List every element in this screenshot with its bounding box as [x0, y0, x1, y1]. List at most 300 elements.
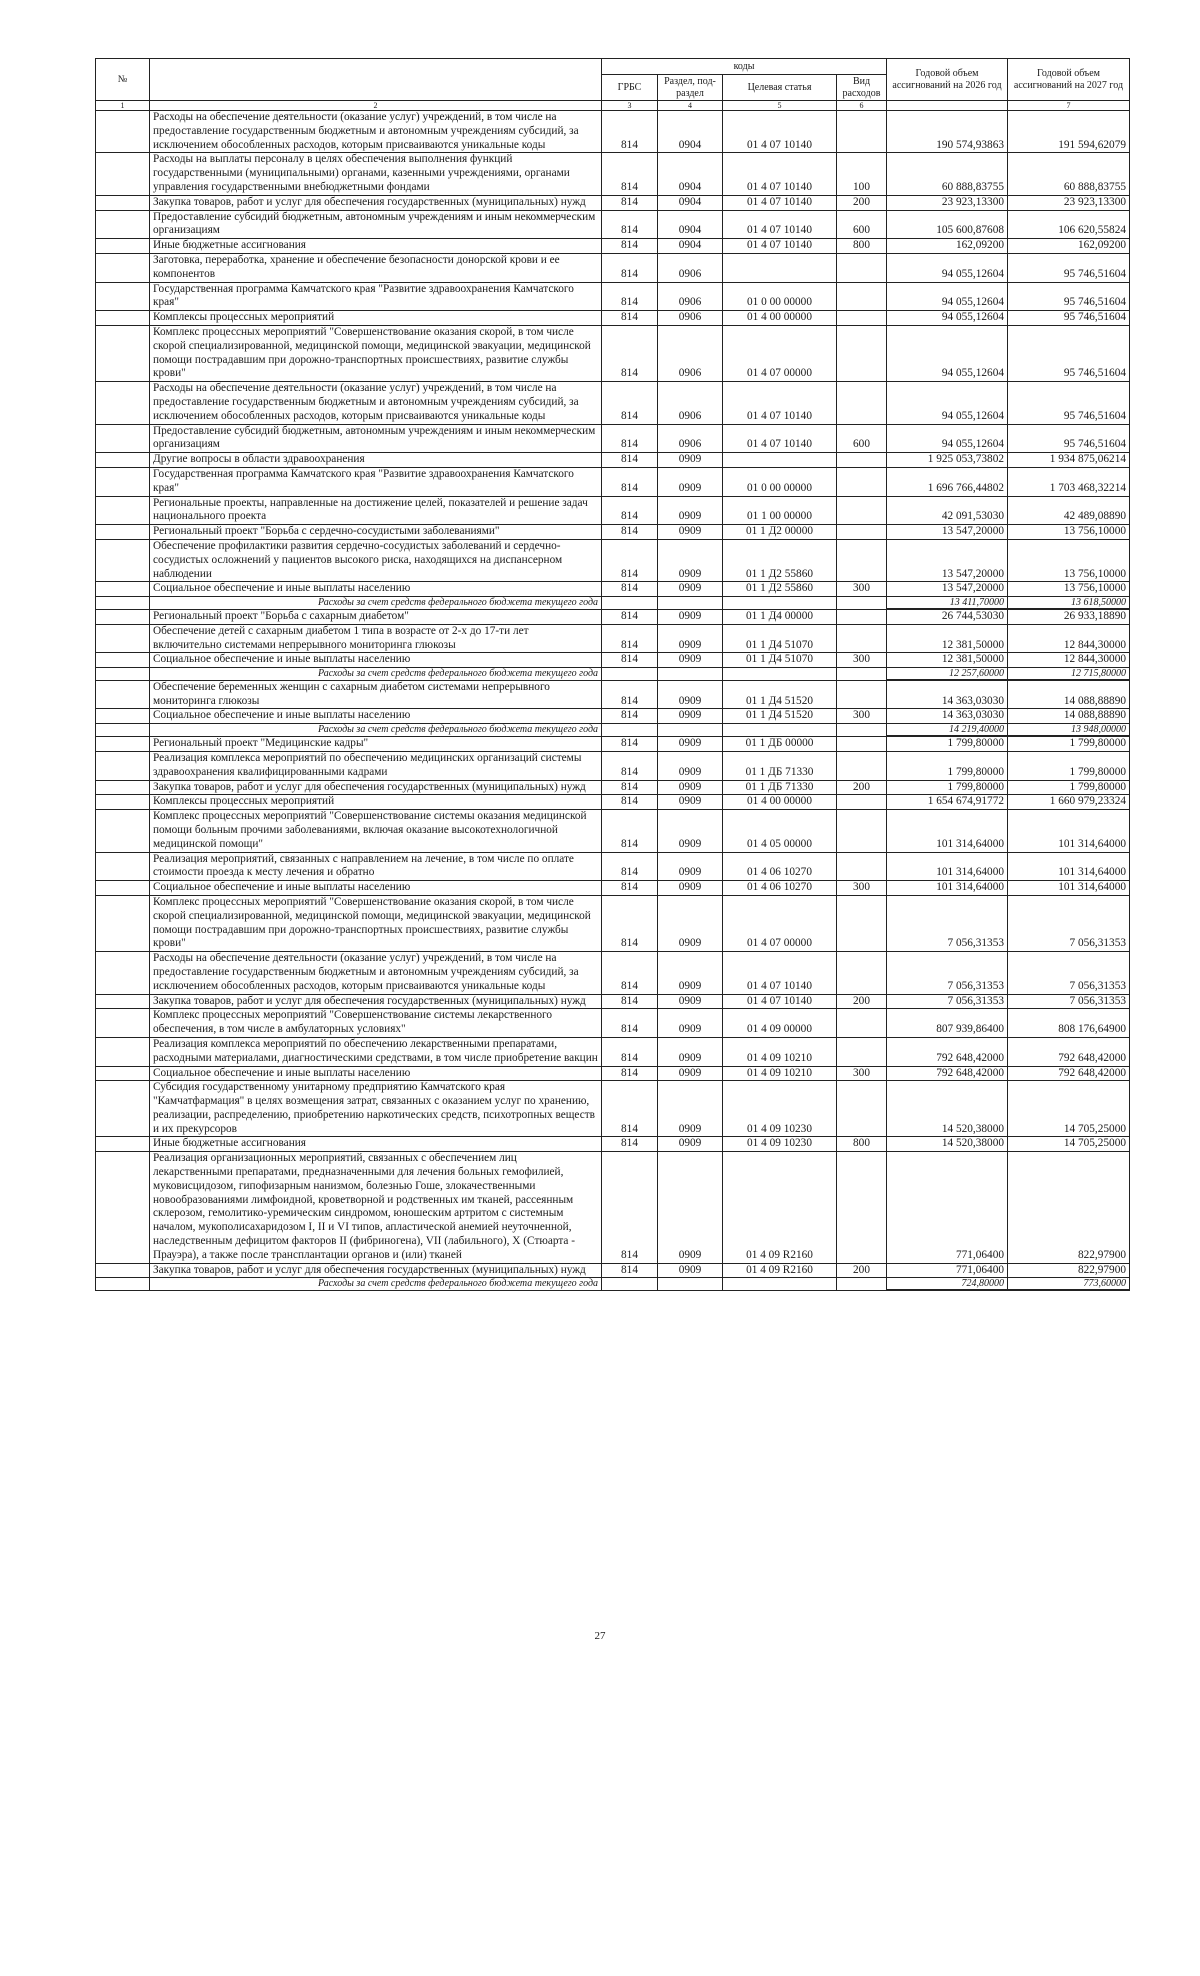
- num-cell: [96, 582, 150, 597]
- num-cell: [96, 609, 150, 624]
- target-cell: 01 4 09 10230: [723, 1081, 837, 1137]
- table-row: [96, 952, 1130, 994]
- table-row: [96, 382, 1130, 424]
- exptype-cell: 200: [837, 994, 887, 1009]
- table-row: [96, 325, 1130, 381]
- num-cell: [96, 709, 150, 724]
- num-cell: [96, 1037, 150, 1066]
- table-row: [96, 895, 1130, 951]
- table-row: [96, 609, 1130, 624]
- grbs-cell: [602, 597, 658, 610]
- amount-2026: 12 257,60000: [887, 668, 1008, 681]
- table-row: [96, 539, 1130, 581]
- amount-2026: 792 648,42000: [887, 1066, 1008, 1081]
- target-cell: 01 4 07 10140: [723, 153, 837, 195]
- amount-2026: 42 091,53030: [887, 496, 1008, 525]
- amount-2027: 26 933,18890: [1008, 609, 1130, 624]
- row-name: Иные бюджетные ассигнования: [150, 239, 602, 254]
- target-cell: 01 4 00 00000: [723, 795, 837, 810]
- target-cell: [723, 668, 837, 681]
- num-cell: [96, 653, 150, 668]
- section-cell: 0909: [658, 709, 723, 724]
- num-cell: [96, 282, 150, 311]
- target-cell: 01 0 00 00000: [723, 282, 837, 311]
- section-cell: 0909: [658, 994, 723, 1009]
- section-cell: 0909: [658, 810, 723, 852]
- target-cell: 01 1 00 00000: [723, 496, 837, 525]
- exptype-cell: [837, 1081, 887, 1137]
- row-name: Расходы за счет средств федерального бюджета текущего года: [150, 724, 602, 737]
- target-cell: 01 4 07 10140: [723, 195, 837, 210]
- num-cell: [96, 195, 150, 210]
- section-cell: 0909: [658, 751, 723, 780]
- table-row: [96, 780, 1130, 795]
- target-cell: 01 4 06 10270: [723, 881, 837, 896]
- grbs-cell: 814: [602, 1066, 658, 1081]
- row-name: Комплекс процессных мероприятий "Совершенствование системы лекарственного обеспечения, в том числе в амбулаторных условиях": [150, 1009, 602, 1038]
- num-cell: [96, 952, 150, 994]
- row-name: Обеспечение детей с сахарным диабетом 1 типа в возрасте от 2-х до 17-ти лет включительно системами непрерывного мониторинга глюкозы: [150, 624, 602, 653]
- target-cell: 01 4 07 10140: [723, 210, 837, 239]
- row-name: Расходы на обеспечение деятельности (оказание услуг) учреждений, в том числе на предоставление государственным бюджетным и автономным учреждениям субсидий, за исключением обособленных расходов, которым присваиваются уникальные коды: [150, 111, 602, 153]
- num-cell: [96, 153, 150, 195]
- amount-2027: 13 756,10000: [1008, 582, 1130, 597]
- federal-note-row: [96, 1278, 1130, 1291]
- grbs-cell: 814: [602, 653, 658, 668]
- amount-2027: 106 620,55824: [1008, 210, 1130, 239]
- row-name: Региональный проект "Борьба с сахарным диабетом": [150, 609, 602, 624]
- amount-2026: 14 363,03030: [887, 709, 1008, 724]
- row-name: Расходы на обеспечение деятельности (оказание услуг) учреждений, в том числе на предоставление государственным бюджетным и автономным учреждениям субсидий, за исключением обособленных расходов, которым присваиваются уникальные коды: [150, 952, 602, 994]
- budget-page: [95, 58, 1129, 1291]
- amount-2027: 14 705,25000: [1008, 1081, 1130, 1137]
- row-name: Расходы за счет средств федерального бюджета текущего года: [150, 597, 602, 610]
- row-name: Социальное обеспечение и иные выплаты населению: [150, 653, 602, 668]
- num-cell: [96, 424, 150, 453]
- grbs-cell: 814: [602, 311, 658, 326]
- federal-note-row: [96, 724, 1130, 737]
- grbs-cell: [602, 724, 658, 737]
- table-row: [96, 282, 1130, 311]
- section-cell: 0909: [658, 525, 723, 540]
- table-row: [96, 424, 1130, 453]
- num-cell: [96, 795, 150, 810]
- exptype-cell: [837, 282, 887, 311]
- target-cell: 01 1 Д4 51070: [723, 653, 837, 668]
- row-name: Региональный проект "Борьба с сердечно-сосудистыми заболеваниями": [150, 525, 602, 540]
- amount-2026: 1 696 766,44802: [887, 467, 1008, 496]
- amount-2027: 1 799,80000: [1008, 736, 1130, 751]
- section-cell: 0904: [658, 153, 723, 195]
- header-exptype: Вид расходов: [837, 75, 887, 101]
- target-cell: 01 4 07 00000: [723, 895, 837, 951]
- row-name: Расходы на обеспечение деятельности (оказание услуг) учреждений, в том числе на предоставление государственным бюджетным и автономным учреждениям субсидий, за исключением обособленных расходов, которым присваиваются уникальные коды: [150, 382, 602, 424]
- exptype-cell: 300: [837, 653, 887, 668]
- row-name: Обеспечение профилактики развития сердечно-сосудистых заболеваний и сердечно-сосудистых осложнений у пациентов высокого риска, находящихся на диспансерном наблюдении: [150, 539, 602, 581]
- amount-2027: 14 705,25000: [1008, 1137, 1130, 1152]
- table-row: [96, 1081, 1130, 1137]
- target-cell: 01 1 ДБ 71330: [723, 751, 837, 780]
- target-cell: 01 0 00 00000: [723, 467, 837, 496]
- num-cell: [96, 1263, 150, 1278]
- row-name: Государственная программа Камчатского края "Развитие здравоохранения Камчатского края": [150, 282, 602, 311]
- section-cell: 0909: [658, 1037, 723, 1066]
- exptype-cell: [837, 1037, 887, 1066]
- grbs-cell: 814: [602, 582, 658, 597]
- target-cell: 01 4 07 10140: [723, 952, 837, 994]
- grbs-cell: 814: [602, 496, 658, 525]
- num-cell: [96, 1081, 150, 1137]
- amount-2026: 94 055,12604: [887, 424, 1008, 453]
- amount-2027: 95 746,51604: [1008, 382, 1130, 424]
- num-cell: [96, 1278, 150, 1291]
- colnum: 2: [150, 101, 602, 111]
- amount-2027: 95 746,51604: [1008, 253, 1130, 282]
- amount-2026: 807 939,86400: [887, 1009, 1008, 1038]
- exptype-cell: 600: [837, 210, 887, 239]
- amount-2027: 792 648,42000: [1008, 1037, 1130, 1066]
- table-row: [96, 881, 1130, 896]
- amount-2026: 7 056,31353: [887, 952, 1008, 994]
- exptype-cell: [837, 1278, 887, 1291]
- amount-2027: 12 844,30000: [1008, 624, 1130, 653]
- section-cell: 0909: [658, 895, 723, 951]
- row-name: Обеспечение беременных женщин с сахарным диабетом системами непрерывного мониторинга глюкозы: [150, 680, 602, 709]
- row-name: Социальное обеспечение и иные выплаты населению: [150, 881, 602, 896]
- section-cell: 0909: [658, 453, 723, 468]
- amount-2026: 7 056,31353: [887, 994, 1008, 1009]
- row-name: Реализация комплекса мероприятий по обеспечению медицинских организаций системы здравоохранения квалифицированными кадрами: [150, 751, 602, 780]
- amount-2027: 1 934 875,06214: [1008, 453, 1130, 468]
- amount-2027: 101 314,64000: [1008, 810, 1130, 852]
- header-codes: коды: [602, 59, 887, 75]
- amount-2027: 12 715,80000: [1008, 668, 1130, 681]
- exptype-cell: [837, 325, 887, 381]
- grbs-cell: 814: [602, 680, 658, 709]
- exptype-cell: [837, 382, 887, 424]
- amount-2026: 14 363,03030: [887, 680, 1008, 709]
- amount-2026: 14 520,38000: [887, 1081, 1008, 1137]
- table-body: [96, 111, 1130, 1291]
- target-cell: 01 4 09 R2160: [723, 1263, 837, 1278]
- amount-2027: 14 088,88890: [1008, 680, 1130, 709]
- section-cell: 0909: [658, 952, 723, 994]
- num-cell: [96, 253, 150, 282]
- row-name: Расходы за счет средств федерального бюджета текущего года: [150, 1278, 602, 1291]
- num-cell: [96, 539, 150, 581]
- amount-2026: 26 744,53030: [887, 609, 1008, 624]
- row-name: Закупка товаров, работ и услуг для обеспечения государственных (муниципальных) нужд: [150, 195, 602, 210]
- exptype-cell: [837, 810, 887, 852]
- amount-2026: 101 314,64000: [887, 852, 1008, 881]
- target-cell: 01 4 09 R2160: [723, 1152, 837, 1263]
- exptype-cell: 800: [837, 1137, 887, 1152]
- row-name: Реализация организационных мероприятий, связанных с обеспечением лиц лекарственными препаратами, предназначенными для лечения больных гемофилией, муковисцидозом, гипофизарным нанизмом, болезнью Гоше, злокачественными новообразованиями лимфоидной, кроветворной и родственных им тканей, рассеянным склерозом, гемолитико-уремическим синдромом, юношеским артритом с системным началом, мукополисахаридозом I, II и VI типов, апластической анемией неуточненной, наследственным дефицитом факторов II (фибриногена), VII (лабильного), X (Стюарта - Прауэра), а также после трансплантации органов и (или) тканей: [150, 1152, 602, 1263]
- num-cell: [96, 1066, 150, 1081]
- row-name: Предоставление субсидий бюджетным, автономным учреждениям и иным некоммерческим организациям: [150, 210, 602, 239]
- section-cell: 0904: [658, 210, 723, 239]
- grbs-cell: 814: [602, 539, 658, 581]
- exptype-cell: [837, 453, 887, 468]
- section-cell: 0906: [658, 253, 723, 282]
- exptype-cell: [837, 795, 887, 810]
- amount-2026: 14 520,38000: [887, 1137, 1008, 1152]
- table-row: [96, 1137, 1130, 1152]
- exptype-cell: [837, 496, 887, 525]
- num-cell: [96, 597, 150, 610]
- exptype-cell: 200: [837, 195, 887, 210]
- target-cell: 01 4 00 00000: [723, 311, 837, 326]
- colnum: 4: [658, 101, 723, 111]
- header-vol2026: Годовой объем ассигнований на 2026 год: [887, 59, 1008, 101]
- grbs-cell: 814: [602, 453, 658, 468]
- table-row: [96, 153, 1130, 195]
- grbs-cell: 814: [602, 325, 658, 381]
- exptype-cell: 300: [837, 582, 887, 597]
- table-row: [96, 582, 1130, 597]
- amount-2027: 7 056,31353: [1008, 952, 1130, 994]
- amount-2026: 1 799,80000: [887, 751, 1008, 780]
- row-name: Закупка товаров, работ и услуг для обеспечения государственных (муниципальных) нужд: [150, 1263, 602, 1278]
- grbs-cell: 814: [602, 709, 658, 724]
- amount-2027: 7 056,31353: [1008, 994, 1130, 1009]
- section-cell: 0904: [658, 111, 723, 153]
- amount-2027: 42 489,08890: [1008, 496, 1130, 525]
- amount-2027: 23 923,13300: [1008, 195, 1130, 210]
- exptype-cell: [837, 736, 887, 751]
- target-cell: 01 4 07 10140: [723, 239, 837, 254]
- grbs-cell: 814: [602, 952, 658, 994]
- exptype-cell: [837, 609, 887, 624]
- exptype-cell: [837, 895, 887, 951]
- num-cell: [96, 881, 150, 896]
- amount-2026: 13 411,70000: [887, 597, 1008, 610]
- row-name: Социальное обеспечение и иные выплаты населению: [150, 1066, 602, 1081]
- target-cell: [723, 724, 837, 737]
- num-cell: [96, 325, 150, 381]
- table-row: [96, 210, 1130, 239]
- row-name: Комплекс процессных мероприятий "Совершенствование оказания скорой, в том числе скорой специализированной, медицинской помощи, медицинской эвакуации, медицинской помощи пострадавшим при дорожно-транспортных происшествиях, развитие службы крови": [150, 895, 602, 951]
- header-vol2027: Годовой объем ассигнований на 2027 год: [1008, 59, 1130, 101]
- section-cell: 0906: [658, 311, 723, 326]
- grbs-cell: [602, 668, 658, 681]
- grbs-cell: 814: [602, 795, 658, 810]
- amount-2027: 822,97900: [1008, 1152, 1130, 1263]
- header-section: Раздел, под-раздел: [658, 75, 723, 101]
- amount-2027: 95 746,51604: [1008, 282, 1130, 311]
- table-row: [96, 453, 1130, 468]
- table-row: [96, 852, 1130, 881]
- section-cell: 0909: [658, 1152, 723, 1263]
- target-cell: 01 4 05 00000: [723, 810, 837, 852]
- table-row: [96, 1152, 1130, 1263]
- header-name: [150, 59, 602, 101]
- amount-2026: 771,06400: [887, 1263, 1008, 1278]
- amount-2026: 101 314,64000: [887, 881, 1008, 896]
- num-cell: [96, 668, 150, 681]
- row-name: Комплексы процессных мероприятий: [150, 795, 602, 810]
- grbs-cell: 814: [602, 1263, 658, 1278]
- section-cell: 0909: [658, 582, 723, 597]
- num-cell: [96, 895, 150, 951]
- row-name: Заготовка, переработка, хранение и обеспечение безопасности донорской крови и ее компонентов: [150, 253, 602, 282]
- grbs-cell: 814: [602, 239, 658, 254]
- table-row: [96, 525, 1130, 540]
- exptype-cell: [837, 467, 887, 496]
- num-cell: [96, 525, 150, 540]
- grbs-cell: 814: [602, 881, 658, 896]
- section-cell: [658, 597, 723, 610]
- num-cell: [96, 1009, 150, 1038]
- grbs-cell: 814: [602, 1137, 658, 1152]
- target-cell: [723, 453, 837, 468]
- row-name: Иные бюджетные ассигнования: [150, 1137, 602, 1152]
- exptype-cell: [837, 724, 887, 737]
- exptype-cell: [837, 624, 887, 653]
- grbs-cell: 814: [602, 624, 658, 653]
- exptype-cell: [837, 852, 887, 881]
- num-cell: [96, 210, 150, 239]
- row-name: Государственная программа Камчатского края "Развитие здравоохранения Камчатского края": [150, 467, 602, 496]
- target-cell: 01 1 ДБ 71330: [723, 780, 837, 795]
- grbs-cell: 814: [602, 994, 658, 1009]
- target-cell: 01 1 Д4 00000: [723, 609, 837, 624]
- row-name: Закупка товаров, работ и услуг для обеспечения государственных (муниципальных) нужд: [150, 780, 602, 795]
- grbs-cell: 814: [602, 810, 658, 852]
- table-header: [96, 59, 1130, 111]
- target-cell: 01 4 09 10210: [723, 1066, 837, 1081]
- amount-2027: 1 660 979,23324: [1008, 795, 1130, 810]
- amount-2026: 771,06400: [887, 1152, 1008, 1263]
- num-cell: [96, 382, 150, 424]
- exptype-cell: 100: [837, 153, 887, 195]
- exptype-cell: 800: [837, 239, 887, 254]
- num-cell: [96, 453, 150, 468]
- exptype-cell: 200: [837, 780, 887, 795]
- num-cell: [96, 680, 150, 709]
- exptype-cell: [837, 1009, 887, 1038]
- header-num: №: [96, 59, 150, 101]
- section-cell: 0909: [658, 653, 723, 668]
- target-cell: 01 4 07 10140: [723, 382, 837, 424]
- target-cell: 01 4 07 10140: [723, 994, 837, 1009]
- table-row: [96, 1009, 1130, 1038]
- num-cell: [96, 111, 150, 153]
- grbs-cell: 814: [602, 382, 658, 424]
- amount-2027: 95 746,51604: [1008, 325, 1130, 381]
- amount-2026: 792 648,42000: [887, 1037, 1008, 1066]
- amount-2027: 822,97900: [1008, 1263, 1130, 1278]
- target-cell: 01 4 07 10140: [723, 111, 837, 153]
- amount-2027: 13 756,10000: [1008, 525, 1130, 540]
- num-cell: [96, 1137, 150, 1152]
- table-row: [96, 1263, 1130, 1278]
- row-name: Комплекс процессных мероприятий "Совершенствование оказания скорой, в том числе скорой специализированной, медицинской помощи, медицинской эвакуации, медицинской помощи пострадавшим при дорожно-транспортных происшествиях, развитие службы крови": [150, 325, 602, 381]
- amount-2027: 7 056,31353: [1008, 895, 1130, 951]
- row-name: Региональный проект "Медицинские кадры": [150, 736, 602, 751]
- row-name: Закупка товаров, работ и услуг для обеспечения государственных (муниципальных) нужд: [150, 994, 602, 1009]
- section-cell: 0906: [658, 424, 723, 453]
- amount-2027: 773,60000: [1008, 1278, 1130, 1291]
- amount-2027: 101 314,64000: [1008, 852, 1130, 881]
- section-cell: 0909: [658, 736, 723, 751]
- row-name: Другие вопросы в области здравоохранения: [150, 453, 602, 468]
- num-cell: [96, 751, 150, 780]
- row-name: Реализация мероприятий, связанных с направлением на лечение, в том числе по оплате стоимости проезда к месту лечения и обратно: [150, 852, 602, 881]
- amount-2027: 162,09200: [1008, 239, 1130, 254]
- amount-2026: 724,80000: [887, 1278, 1008, 1291]
- amount-2027: 1 799,80000: [1008, 780, 1130, 795]
- section-cell: 0909: [658, 539, 723, 581]
- grbs-cell: 814: [602, 736, 658, 751]
- amount-2027: 1 799,80000: [1008, 751, 1130, 780]
- table-row: [96, 195, 1130, 210]
- section-cell: 0909: [658, 1137, 723, 1152]
- row-name: Реализация комплекса мероприятий по обеспечению лекарственными препаратами, расходными материалами, диагностическими средствами, в том числе приобретение вакцин: [150, 1037, 602, 1066]
- exptype-cell: [837, 597, 887, 610]
- target-cell: 01 1 Д4 51520: [723, 680, 837, 709]
- amount-2027: 95 746,51604: [1008, 424, 1130, 453]
- target-cell: 01 1 Д2 00000: [723, 525, 837, 540]
- amount-2026: 1 654 674,91772: [887, 795, 1008, 810]
- table-row: [96, 111, 1130, 153]
- target-cell: 01 1 Д2 55860: [723, 582, 837, 597]
- section-cell: 0906: [658, 282, 723, 311]
- amount-2026: 13 547,20000: [887, 582, 1008, 597]
- header-target: Целевая статья: [723, 75, 837, 101]
- grbs-cell: 814: [602, 282, 658, 311]
- table-row: [96, 1037, 1130, 1066]
- amount-2026: 14 219,40000: [887, 724, 1008, 737]
- num-cell: [96, 624, 150, 653]
- target-cell: 01 4 07 10140: [723, 424, 837, 453]
- amount-2027: 12 844,30000: [1008, 653, 1130, 668]
- exptype-cell: 300: [837, 709, 887, 724]
- section-cell: 0904: [658, 239, 723, 254]
- grbs-cell: 814: [602, 1009, 658, 1038]
- target-cell: 01 1 Д4 51070: [723, 624, 837, 653]
- amount-2026: 94 055,12604: [887, 253, 1008, 282]
- table-row: [96, 736, 1130, 751]
- section-cell: 0909: [658, 795, 723, 810]
- table-row: [96, 994, 1130, 1009]
- exptype-cell: [837, 952, 887, 994]
- colnum: 1: [96, 101, 150, 111]
- amount-2026: 94 055,12604: [887, 311, 1008, 326]
- amount-2026: 60 888,83755: [887, 153, 1008, 195]
- section-cell: 0909: [658, 624, 723, 653]
- exptype-cell: 200: [837, 1263, 887, 1278]
- section-cell: 0906: [658, 382, 723, 424]
- exptype-cell: [837, 253, 887, 282]
- num-cell: [96, 780, 150, 795]
- section-cell: 0906: [658, 325, 723, 381]
- amount-2027: 792 648,42000: [1008, 1066, 1130, 1081]
- amount-2026: 190 574,93863: [887, 111, 1008, 153]
- budget-table: [95, 58, 1130, 1291]
- grbs-cell: [602, 1278, 658, 1291]
- amount-2027: 13 948,00000: [1008, 724, 1130, 737]
- grbs-cell: 814: [602, 1037, 658, 1066]
- table-row: [96, 680, 1130, 709]
- grbs-cell: 814: [602, 153, 658, 195]
- section-cell: [658, 668, 723, 681]
- amount-2026: 1 925 053,73802: [887, 453, 1008, 468]
- colnum: 6: [837, 101, 887, 111]
- amount-2027: 191 594,62079: [1008, 111, 1130, 153]
- row-name: Расходы на выплаты персоналу в целях обеспечения выполнения функций государственными (муниципальными) органами, казенными учреждениями, органами управления государственными внебюджетными фондами: [150, 153, 602, 195]
- section-cell: 0909: [658, 881, 723, 896]
